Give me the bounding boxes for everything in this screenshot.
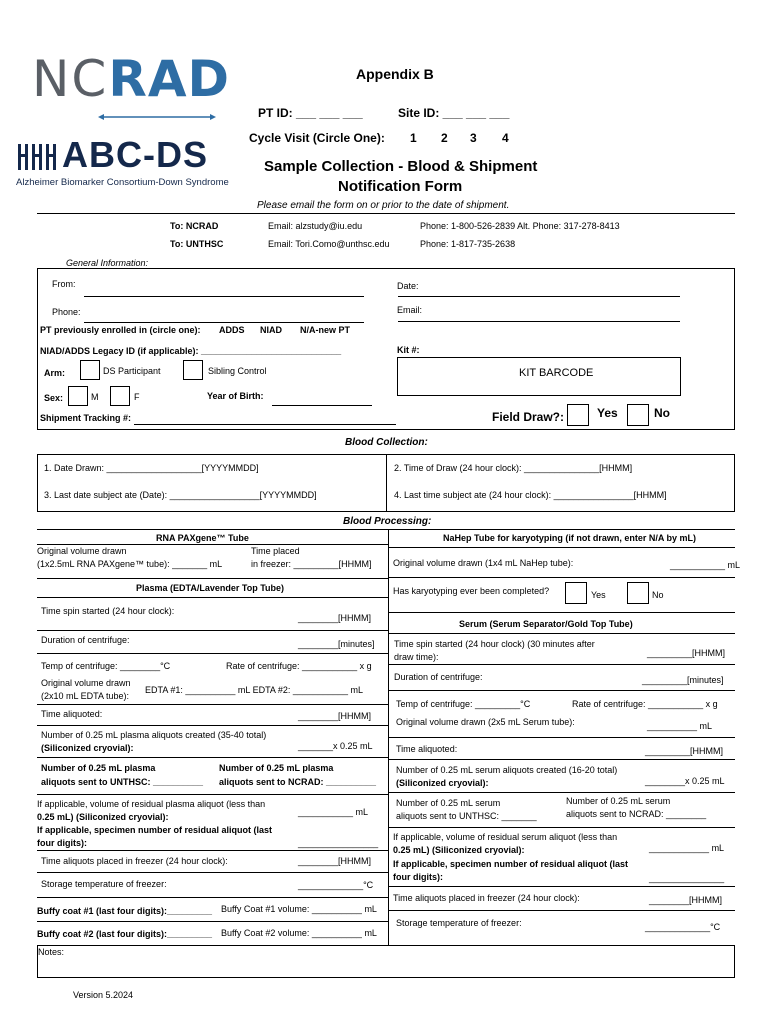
general-info-heading: General Information: [66, 258, 149, 268]
plasma-duration-field[interactable]: ________[minutes] [298, 639, 375, 649]
ncrad-logo-left: NC [32, 50, 109, 108]
rna-time-line1: Time placed [251, 546, 300, 556]
serum-number-line2: (Siliconized cryovial): [396, 778, 489, 788]
serum-freezer-field[interactable]: ________[HHMM] [649, 895, 723, 905]
plasma-orig-line2: (2x10 mL EDTA tube): [41, 691, 130, 701]
arm-sibling-checkbox[interactable] [183, 360, 203, 380]
plasma-spin-label: Time spin started (24 hour clock): [41, 606, 175, 616]
plasma-edta-fields[interactable]: EDTA #1: __________ mL EDTA #2: ___________ mL [145, 685, 363, 695]
serum-orig-field[interactable]: __________ mL [647, 721, 713, 731]
field-draw-yes-checkbox[interactable] [567, 404, 589, 426]
email-label: Email: [397, 305, 423, 315]
kit-barcode-label: KIT BARCODE [519, 367, 594, 379]
ncrad-arrow [98, 108, 216, 116]
field-draw-no-label: No [654, 406, 670, 420]
sex-label: Sex: [44, 393, 64, 403]
plasma-freezer-label: Time aliquots placed in freezer (24 hour clock): [41, 856, 228, 866]
serum-spin-field[interactable]: _________[HHMM] [647, 648, 726, 658]
rna-orig-line1: Original volume drawn [37, 546, 127, 556]
plasma-residual-line1: If applicable, volume of residual plasma aliquot (less than [37, 799, 266, 809]
enroll-option-niad[interactable]: NIAD [260, 325, 282, 335]
buffy-coat-2-volume[interactable]: Buffy Coat #2 volume: __________ mL [221, 928, 377, 938]
double-arrow-icon [98, 113, 216, 121]
buffy-coat-2-field[interactable]: Buffy coat #2 (last four digits):_________ [37, 929, 213, 939]
plasma-number-line2: (Siliconized cryovial): [41, 743, 134, 753]
serum-ncrad-line1: Number of 0.25 mL serum [566, 796, 671, 806]
plasma-storage-label: Storage temperature of freezer: [41, 879, 167, 889]
nahep-orig-label: Original volume drawn (1x4 mL NaHep tube): [393, 558, 574, 568]
version-label: Version 5.2024 [73, 990, 134, 1000]
serum-residual-field[interactable]: ____________ mL [649, 843, 725, 853]
to-unthsc-label: To: UNTHSC [170, 239, 224, 249]
serum-specimen-line2: four digits): [393, 872, 443, 882]
plasma-specimen-line1: If applicable, specimen number of residual aliquot (last [37, 825, 273, 835]
plasma-storage-field[interactable]: _____________°C [298, 880, 374, 890]
phone-field[interactable] [84, 322, 364, 323]
plasma-ncrad-line1: Number of 0.25 mL plasma [219, 763, 334, 773]
pt-enrolled-label: PT previously enrolled in (circle one): [40, 325, 201, 335]
unthsc-phone: Phone: 1-817-735-2638 [420, 239, 516, 249]
serum-freezer-label: Time aliquots placed in freezer (24 hour clock): [393, 893, 580, 903]
serum-aliquoted-field[interactable]: _________[HHMM] [645, 746, 724, 756]
plasma-temp-field[interactable]: Temp of centrifuge: ________°C [41, 661, 171, 671]
plasma-orig-line1: Original volume drawn [41, 678, 131, 688]
serum-storage-label: Storage temperature of freezer: [396, 918, 522, 928]
yob-label: Year of Birth: [207, 391, 264, 401]
plasma-specimen-field[interactable]: ________________ [298, 838, 379, 848]
serum-residual-line2: 0.25 mL) (Siliconized cryovial): [393, 845, 525, 855]
serum-residual-line1: If applicable, volume of residual serum aliquot (less than [393, 832, 618, 842]
cycle-option-1[interactable]: 1 [410, 131, 417, 145]
cycle-visit-label: Cycle Visit (Circle One): [249, 131, 385, 145]
karyotyping-yes-checkbox[interactable] [565, 582, 587, 604]
time-of-draw-field[interactable]: 2. Time of Draw (24 hour clock): _______________[HHMM] [394, 463, 633, 473]
plasma-specimen-line2: four digits): [37, 838, 87, 848]
shipment-tracking-field[interactable] [134, 424, 396, 425]
serum-number-line1: Number of 0.25 mL serum aliquots created (16-20 total) [396, 765, 618, 775]
site-id-field[interactable]: Site ID: ___ ___ ___ [398, 106, 510, 120]
email-instruction: Please email the form on or prior to the date of shipment. [257, 200, 510, 211]
notes-label: Notes: [38, 947, 65, 957]
form-title-line2: Notification Form [338, 178, 463, 195]
serum-spin-line1: Time spin started (24 hour clock) (30 minutes after [394, 639, 595, 649]
arm-sibling-label: Sibling Control [208, 366, 267, 376]
serum-ncrad-line2[interactable]: aliquots sent to NCRAD: ________ [566, 809, 707, 819]
karyotyping-label: Has karyotyping ever been completed? [393, 586, 550, 596]
sex-m-label: M [91, 392, 99, 402]
plasma-spin-field[interactable]: ________[HHMM] [298, 613, 372, 623]
unthsc-email[interactable]: Email: Tori.Como@unthsc.edu [268, 239, 390, 249]
plasma-unthsc-line2[interactable]: aliquots sent to UNTHSC: __________ [41, 777, 204, 787]
serum-unthsc-line2[interactable]: aliquots sent to UNTHSC: _______ [396, 811, 537, 821]
karyotyping-no-checkbox[interactable] [627, 582, 649, 604]
field-draw-no-checkbox[interactable] [627, 404, 649, 426]
cycle-option-2[interactable]: 2 [441, 131, 448, 145]
last-time-ate-field[interactable]: 4. Last time subject ate (24 hour clock): ________________[HHMM] [394, 490, 667, 500]
blood-processing-heading: Blood Processing: [343, 516, 432, 527]
sex-f-checkbox[interactable] [110, 386, 130, 406]
date-label: Date: [397, 281, 419, 291]
serum-temp-field[interactable]: Temp of centrifuge: _________°C [396, 699, 531, 709]
plasma-rate-field[interactable]: Rate of centrifuge: ___________ x g [226, 661, 372, 671]
serum-specimen-line1: If applicable, specimen number of residual aliquot (last [393, 859, 629, 869]
plasma-number-line1: Number of 0.25 mL plasma aliquots created (35-40 total) [41, 730, 267, 740]
kit-label: Kit #: [397, 345, 420, 355]
buffy-coat-1-volume[interactable]: Buffy Coat #1 volume: __________ mL [221, 904, 377, 914]
rna-time-line2[interactable]: in freezer: _________[HHMM] [251, 559, 372, 569]
enroll-option-new[interactable]: N/A-new PT [300, 325, 351, 335]
plasma-freezer-field[interactable]: ________[HHMM] [298, 856, 372, 866]
serum-duration-field[interactable]: _________[minutes] [642, 675, 724, 685]
arm-label: Arm: [44, 368, 66, 378]
form-title-line1: Sample Collection - Blood & Shipment [264, 158, 538, 175]
date-drawn-field[interactable]: 1. Date Drawn: ___________________[YYYYMMDD] [44, 463, 259, 473]
from-label: From: [52, 279, 76, 289]
pt-id-field[interactable]: PT ID: ___ ___ ___ [258, 106, 363, 120]
notes-area[interactable] [37, 945, 735, 978]
abc-ds-logo-subtitle: Alzheimer Biomarker Consortium-Down Syndrome [16, 177, 229, 188]
serum-spin-line2: draw time): [394, 652, 439, 662]
serum-rate-field[interactable]: Rate of centrifuge: ___________ x g [572, 699, 718, 709]
enroll-option-adds[interactable]: ADDS [219, 325, 245, 335]
sex-m-checkbox[interactable] [68, 386, 88, 406]
to-ncrad-label: To: NCRAD [170, 221, 219, 231]
date-field[interactable] [398, 296, 680, 297]
legacy-id-field[interactable]: NIAD/ADDS Legacy ID (if applicable): ____________________________ [40, 346, 342, 356]
buffy-coat-1-field[interactable]: Buffy coat #1 (last four digits):_________ [37, 906, 213, 916]
ncrad-phone: Phone: 1-800-526-2839 Alt. Phone: 317-278-8413 [420, 221, 620, 231]
email-field[interactable] [398, 321, 680, 322]
rna-orig-line2[interactable]: (1x2.5mL RNA PAXgene™ tube): _______ mL [37, 559, 223, 569]
cycle-option-4[interactable]: 4 [502, 131, 509, 145]
plasma-unthsc-line1: Number of 0.25 mL plasma [41, 763, 156, 773]
plasma-duration-label: Duration of centrifuge: [41, 635, 130, 645]
serum-orig-label: Original volume drawn (2x5 mL Serum tube): [396, 717, 575, 727]
karyotyping-no-label: No [652, 590, 664, 600]
field-draw-label: Field Draw?: [492, 410, 565, 424]
plasma-aliquoted-label: Time aliquoted: [41, 709, 103, 719]
abc-ds-logo-text: ABC-DS [62, 134, 208, 175]
serum-storage-field[interactable]: _____________°C [645, 922, 721, 932]
last-date-ate-field[interactable]: 3. Last date subject ate (Date): __________________[YYYYMMDD] [44, 490, 317, 500]
abc-ds-logo-icon [16, 142, 62, 172]
arm-ds-checkbox[interactable] [80, 360, 100, 380]
appendix-label: Appendix B [356, 66, 434, 82]
serum-aliquoted-label: Time aliquoted: [396, 744, 458, 754]
plasma-aliquoted-field[interactable]: ________[HHMM] [298, 711, 372, 721]
plasma-number-field[interactable]: _______x 0.25 mL [298, 741, 373, 751]
plasma-heading: Plasma (EDTA/Lavender Top Tube) [136, 583, 285, 593]
nahep-heading: NaHep Tube for karyotyping (if not drawn, enter N/A by mL) [443, 533, 697, 543]
arm-ds-label: DS Participant [103, 366, 161, 376]
nahep-orig-field[interactable]: ___________ mL [670, 560, 741, 570]
serum-unthsc-line1: Number of 0.25 mL serum [396, 798, 501, 808]
ncrad-logo-right: RAD [108, 50, 231, 108]
yob-field[interactable] [272, 405, 372, 406]
plasma-residual-field[interactable]: ___________ mL [298, 807, 369, 817]
ncrad-logo [32, 50, 230, 108]
serum-heading: Serum (Serum Separator/Gold Top Tube) [459, 619, 633, 629]
karyotyping-yes-label: Yes [591, 590, 606, 600]
rna-heading: RNA PAXgene™ Tube [156, 533, 249, 543]
shipment-tracking-label: Shipment Tracking #: [40, 413, 132, 423]
people-icon [16, 142, 62, 172]
plasma-ncrad-line2[interactable]: aliquots sent to NCRAD: __________ [219, 777, 377, 787]
sex-f-label: F [134, 392, 140, 402]
cycle-option-3[interactable]: 3 [470, 131, 477, 145]
blood-collection-heading: Blood Collection: [345, 437, 428, 448]
ncrad-email[interactable]: Email: alzstudy@iu.edu [268, 221, 363, 231]
serum-number-field[interactable]: ________x 0.25 mL [645, 776, 725, 786]
from-field[interactable] [84, 296, 364, 297]
plasma-residual-line2: 0.25 mL) (Siliconized cryovial): [37, 812, 169, 822]
serum-duration-label: Duration of centrifuge: [394, 672, 483, 682]
serum-specimen-field[interactable]: _______________ [649, 873, 725, 883]
field-draw-yes-label: Yes [597, 406, 618, 420]
phone-label: Phone: [52, 307, 81, 317]
